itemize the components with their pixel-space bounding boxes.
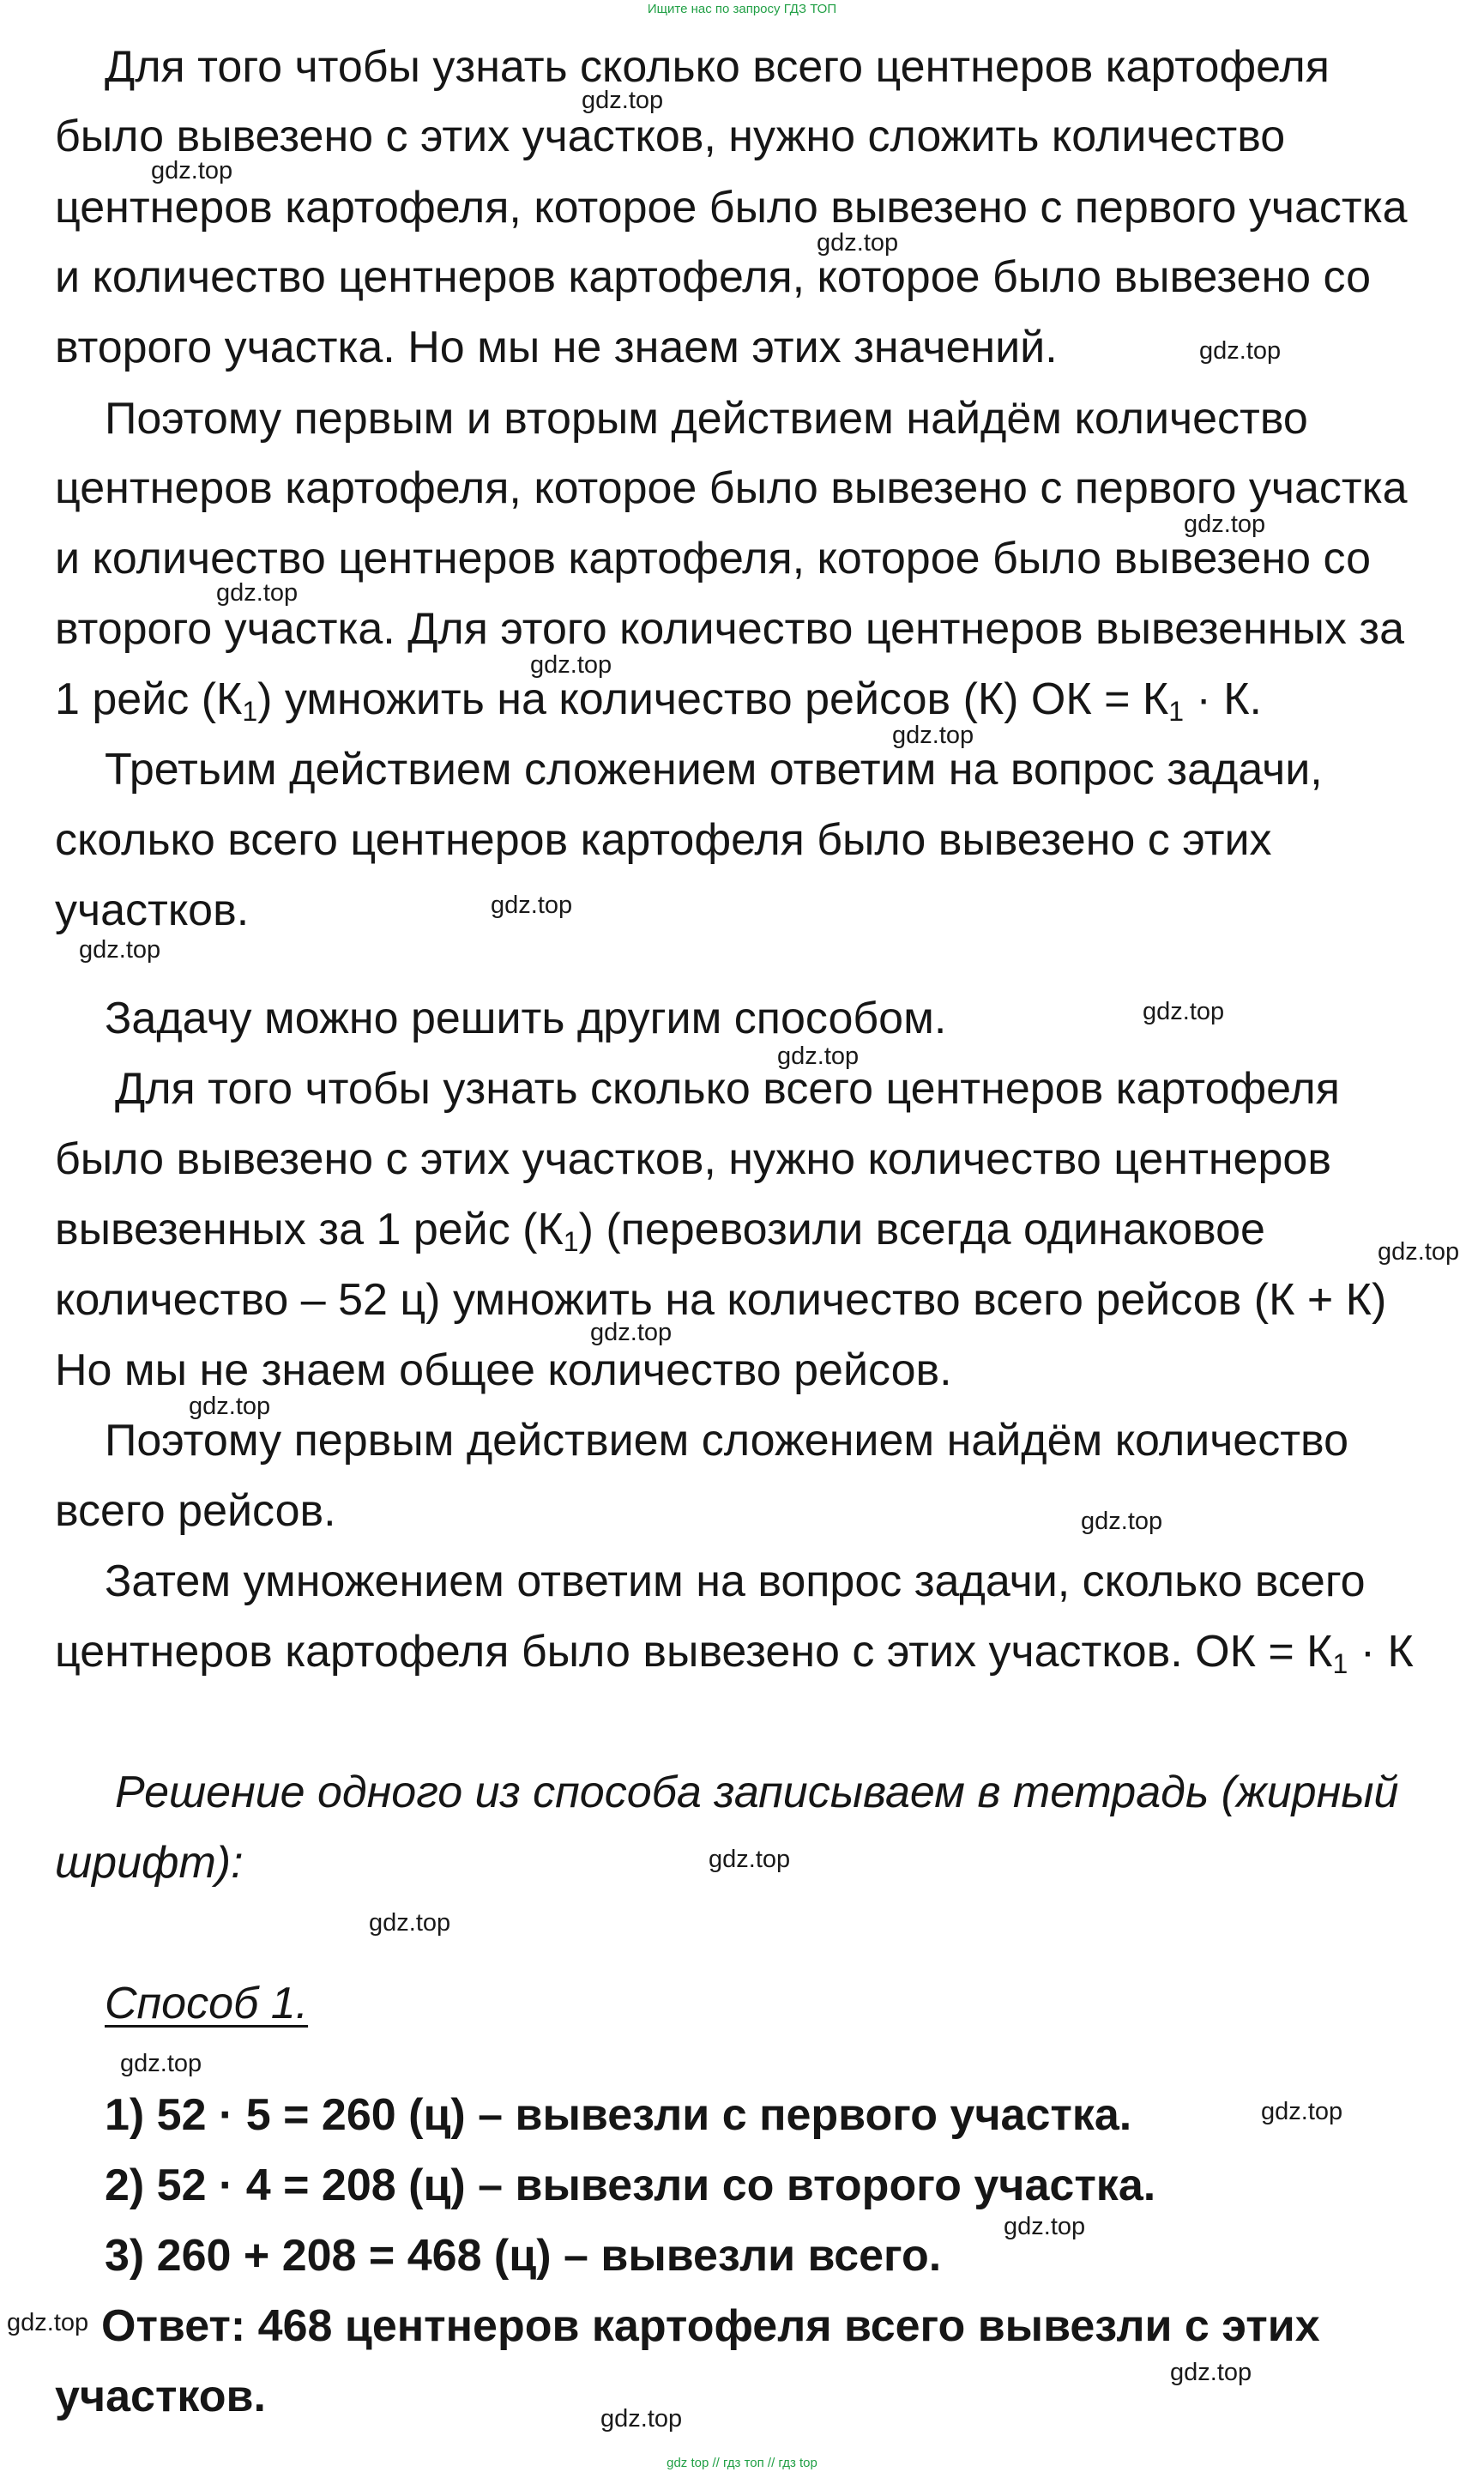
watermark: gdz.top	[216, 579, 299, 607]
watermark: gdz.top	[1184, 511, 1266, 538]
note-line2: шрифт):	[55, 1838, 244, 1888]
step-3: 3) 260 + 208 = 468 (ц) – вывезли всего.	[105, 2231, 942, 2281]
watermark: gdz.top	[777, 1043, 860, 1070]
paragraph1-line4: и количество центнеров картофеля, которое было вывезено со	[55, 252, 1372, 302]
watermark: gdz.top	[7, 2309, 89, 2336]
subscript: 1	[242, 696, 258, 727]
paragraph4-line1: Задачу можно решить другим способом.	[105, 994, 947, 1043]
watermark: gdz.top	[1081, 1508, 1163, 1535]
paragraph6-line2: всего рейсов.	[55, 1486, 336, 1536]
formula-text: 1 рейс (К	[55, 674, 243, 724]
paragraph3-line2: сколько всего центнеров картофеля было вывезено с этих	[55, 815, 1272, 865]
watermark: gdz.top	[369, 1909, 451, 1937]
paragraph2-line1: Поэтому первым и вторым действием найдём количество	[105, 394, 1308, 444]
subscript: 1	[1168, 696, 1185, 727]
paragraph1-line3: центнеров картофеля, которое было вывезено с первого участка	[55, 183, 1408, 233]
formula-text: · К	[1348, 1627, 1414, 1677]
paragraph1-line5: второго участка. Но мы не знаем этих значений.	[55, 323, 1058, 372]
watermark: gdz.top	[1378, 1238, 1460, 1266]
watermark: gdz.top	[892, 722, 974, 749]
watermark: gdz.top	[1199, 337, 1282, 365]
top-banner: Ищите нас по запросу ГДЗ ТОП	[647, 2, 837, 16]
watermark: gdz.top	[530, 651, 612, 679]
paragraph5-line5: Но мы не знаем общее количество рейсов.	[55, 1345, 952, 1395]
paragraph5-line4: количество – 52 ц) умножить на количество всего рейсов (К + К)	[55, 1275, 1387, 1325]
watermark: gdz.top	[120, 2050, 202, 2077]
formula-text: центнеров картофеля было вывезено с этих участков. ОК = К	[55, 1627, 1333, 1677]
paragraph2-line5	[55, 672, 1262, 727]
bottom-banner: gdz top // гдз топ // гдз top	[667, 2456, 817, 2470]
watermark: gdz.top	[189, 1393, 271, 1420]
paragraph1-line2: было вывезено с этих участков, нужно сложить количество	[55, 112, 1286, 161]
note-line1: Решение одного из способа записываем в тетрадь (жирный	[115, 1768, 1399, 1817]
paragraph2-line2: центнеров картофеля, которое было вывезено с первого участка	[55, 463, 1408, 513]
watermark: gdz.top	[600, 2405, 683, 2433]
paragraph6-line1: Поэтому первым действием сложением найдём количество	[105, 1416, 1349, 1466]
paragraph7-line2	[55, 1624, 1414, 1679]
formula-text: ) (перевозили всегда одинаковое	[578, 1205, 1265, 1254]
watermark: gdz.top	[817, 229, 899, 257]
watermark: gdz.top	[1143, 998, 1225, 1025]
subscript: 1	[563, 1226, 579, 1257]
watermark: gdz.top	[590, 1319, 673, 1346]
watermark: gdz.top	[79, 936, 161, 964]
watermark: gdz.top	[1261, 2098, 1343, 2125]
formula-text: · К.	[1184, 674, 1262, 724]
paragraph5-line1: Для того чтобы узнать сколько всего центнеров картофеля	[115, 1064, 1340, 1114]
watermark: gdz.top	[1004, 2213, 1086, 2240]
watermark: gdz.top	[491, 891, 573, 919]
step-2: 2) 52 · 4 = 208 (ц) – вывезли со второго участка.	[105, 2161, 1156, 2210]
watermark: gdz.top	[582, 87, 664, 114]
watermark: gdz.top	[709, 1846, 791, 1873]
formula-text: ) умножить на количество рейсов (К) ОК = К	[257, 674, 1169, 724]
watermark: gdz.top	[1170, 2359, 1252, 2386]
paragraph5-line3	[55, 1202, 1265, 1257]
paragraph3-line1: Третьим действием сложением ответим на вопрос задачи,	[105, 745, 1323, 795]
step-1: 1) 52 · 5 = 260 (ц) – вывезли с первого участка.	[105, 2090, 1132, 2140]
paragraph5-line2: было вывезено с этих участков, нужно количество центнеров	[55, 1134, 1331, 1184]
formula-text: вывезенных за 1 рейс (К	[55, 1205, 564, 1254]
subscript: 1	[1332, 1648, 1348, 1679]
paragraph2-line4: второго участка. Для этого количество центнеров вывезенных за	[55, 604, 1405, 654]
paragraph1-line1: Для того чтобы узнать сколько всего центнеров картофеля	[105, 42, 1330, 92]
answer-line1: Ответ: 468 центнеров картофеля всего вывезли с этих	[101, 2301, 1320, 2351]
watermark: gdz.top	[151, 157, 233, 184]
paragraph3-line3: участков.	[55, 885, 250, 935]
method-title: Способ 1.	[105, 1979, 309, 2028]
paragraph7-line1: Затем умножением ответим на вопрос задачи, сколько всего	[105, 1556, 1366, 1606]
answer-line2: участков.	[55, 2372, 266, 2421]
paragraph2-line3: и количество центнеров картофеля, которое было вывезено со	[55, 534, 1372, 583]
